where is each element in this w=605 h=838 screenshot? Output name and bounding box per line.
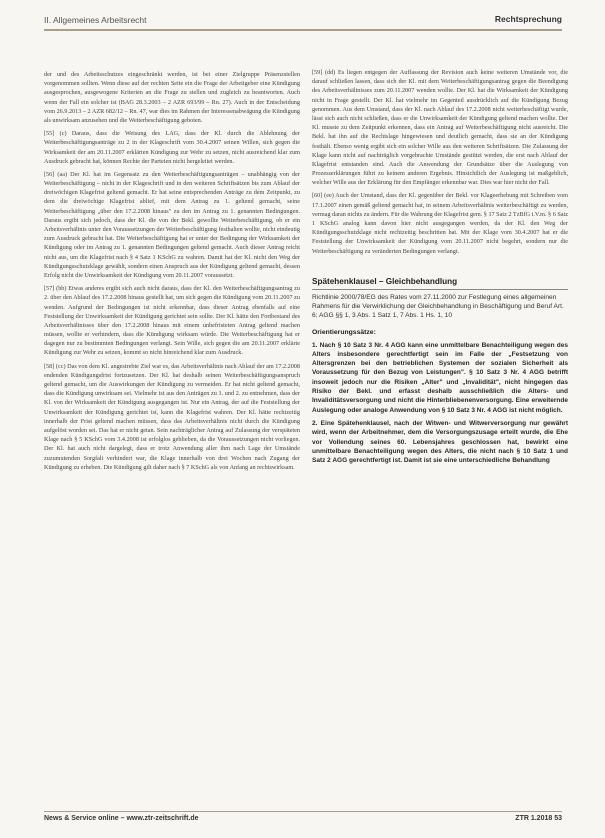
header-category: Rechtsprechung	[494, 14, 562, 24]
footer-rule	[44, 811, 562, 812]
page-header	[44, 12, 562, 30]
section-abstract: Richtlinie 2000/78/EG des Rates vom 27.11.2000 zur Festlegung eines allgemeinen Rahmens für die Verwirklichung der Gleichbehandlung in Beschäftigung und Beruf Art. 6; AGG §§ 1, 3 Abs. 1 Satz 1, 7 Abs. 1 Hs. 1, 10	[312, 293, 564, 320]
left-column	[44, 70, 300, 476]
paragraph: [57] (bb) Etwas anderes ergibt sich auch nicht daraus, dass der Kl. den Weiterbeschäftigungsantrag zu 2. über den Ablauf des 17.2.2008 hinaus gestellt hat, um sich gegen die Kündigung vom 20.11.2007 zu wenden. Aufgrund der Bedingungen ist nicht erkennbar, dass dieser Antrag ebenfalls auf eine Feststellung der Unwirksamkeit der Kündigung gerichtet sein sollte. Der Kl. hätte den Fortbestand des Arbeitsverhältnisses über den 17.2.2008 hinaus mit einem unbefristeten Antrag geltend machen müssen, wollte er verhindern, dass die Kündigung wirksam würde. Die Weiterbeschäftigung hat er dagegen nur zu bestimmten Bedingungen verlangt. Sein Wille, sich gegen die am 20.11.2007 erklärte Kündigung zur Wehr zu setzen, kommt so nicht hinreichend klar zum Ausdruck.	[44, 285, 300, 357]
header-section: II. Allgemeines Arbeitsrecht	[44, 15, 147, 25]
paragraph: [58] (cc) Das von dem Kl. angestrebte Ziel war es, das Arbeitsverhältnis nach Ablauf der am 17.2.2008 endenden Kündigungsfrist fortzusetzen. Der Kl. hat deshalb seinen Weiterbeschäftigungsanspruch geltend gemacht, um die Auswirkungen der Kündigung zu vermeiden. Er hat nicht geltend gemacht, dass die Kündigung unwirksam sei. Vielmehr ist aus den Anträgen zu 1. und 2. zu entnehmen, dass der Kl. von der Wirksamkeit der Kündigung ausgegangen ist. Nur ein Antrag, der auf die Feststellung der Unwirksamkeit der Kündigung gerichtet ist, kann die Klagefrist wahren. Der Kl. hätte rechtzeitig innerhalb der Frist geltend machen müssen, dass das Arbeitsverhältnis nicht durch die Kündigung aufgelöst worden sei. Das hat er nicht getan. Sein nachträglicher Antrag auf Zulassung der verspäteten Klage nach § 5 KSchG vom 3.4.2008 ist erfolglos geblieben, da die Voraussetzungen nicht vorliegen. Der Kl. hat auch nicht dargelegt, dass er trotz Anwendung aller ihm nach Lage der Umstände zuzumutenden Sorgfalt verhindert war, die Klage innerhalb von drei Wochen nach Zugang der Kündigung zu erheben. Die Kündigung gilt daher nach § 7 KSchG als von Anfang an rechtswirksam.	[44, 362, 300, 471]
footer-issue-page: ZTR 1.2018 53	[515, 815, 562, 822]
footer-website: News & Service online – www.ztr-zeitschrift.de	[44, 815, 199, 822]
right-column	[312, 68, 568, 469]
paragraph: [59] (dd) Es liegen entgegen der Auffassung der Revision auch keine weiteren Umstände vor, die darauf schließen lassen, dass sich der Kl. mit dem Weiterbeschäftigungsantrag gegen die Beendigung des Arbeitsverhältnisses zum 20.11.2007 wenden wollte. Der Kl. hat die Wirksamkeit der Kündigung nicht in Frage gestellt. Der Kl. hat vielmehr im Gegenteil ausdrücklich auf die Kündigung Bezug genommen. Aus dem Umstand, dass der Kl. nach Ablauf des 17.2.2008 nicht weiterbeschäftigt wurde, lässt sich auch nicht schließen, dass er die Unwirksamkeit der Kündigung geltend machen wollte. Der Kl. musste zu dem Zeitpunkt erkennen, dass ein Antrag auf Weiterbeschäftigung nicht ausreicht. Die Bekl. hat ihn auf die Rechtslage hingewiesen und deutlich gemacht, dass sie an der Kündigung festhält. Ebenso wenig ergibt sich ein solcher Wille aus den weiteren Schriftsätzen. Die Zulassung der Klage kann nicht auf nachträglich vorgebrachte Umstände gestützt werden, die erst nach Ablauf der Klagefrist entstanden sind. Auch die Anwendung der Grundsätze über die Auslegung von Prozesserklärungen führt zu keinem anderen Ergebnis. Hinsichtlich der Auslegung ist maßgeblich, welcher Wille aus der Erklärung für den Empfänger erkennbar war. Dies war hier nicht der Fall.	[312, 69, 568, 187]
header-rule	[44, 29, 562, 31]
guide-sentence: 1. Nach § 10 Satz 3 Nr. 4 AGG kann eine unmittelbare Benachteiligung wegen des Alters insbesondere gerechtfertigt sein im Falle der „Festsetzung von Altersgrenzen bei den betrieblichen Systemen der sozialen Sicherheit als Voraussetzung für den Bezug von Leistungen". § 10 Satz 3 Nr. 4 AGG betrifft insoweit jedoch nur die Risiken „Alter" und „Invalidität", nicht hingegen das Risiko der Bekl. und erfasst deshalb ausschließlich die Alters- und Invaliditätsversorgung und nicht die Hinterbliebenenversorgung. Eine erweiternde Auslegung oder analoge Anwendung von § 10 Satz 3 Nr. 4 AGG ist nicht möglich.	[312, 341, 568, 414]
paragraph: [60] (ee) Auch der Umstand, dass der Kl. gegenüber der Bekl. vor Klageerhebung mit Schreiben vom 17.1.2007 einen gemäß geltend gemacht hat, in seinem Arbeitsverhältnis weiterbeschäftigt zu werden, vermag daran nichts zu ändern. Für die Wahrung der Klagefrist gem. § 17 Satz 2 TzBfG i.V.m. § 6 Satz 1 KSchG analog kann davon hier nicht ausgegangen werden, da der Kl. den Weg der Kündigungsschutzklage nicht rechtzeitig beschritten hat. Mit der Klage vom 30.4.2007 hat er die Feststellung der Unwirksamkeit der Kündigung vom 20.11.2007 nicht begehrt, sondern nur die Weiterbeschäftigung zu veränderten Bedingungen verlangt.	[312, 192, 568, 255]
guide-sentence: 2. Eine Spätehenklausel, nach der Witwen- und Witwerversorgung nur gewährt wird, wenn der Arbeitnehmer, dem die Versorgungszusage erteilt wurde, die Ehe vor Vollendung seines 60. Lebensjahres geschlossen hat, bewirkt eine unmittelbare Benachteiligung wegen des Alters, die nicht nach § 10 Satz 1 und Satz 2 AGG gerechtfertigt ist. Damit ist sie eine unterschiedliche Behandlung	[312, 419, 568, 465]
paragraph: [56] (aa) Der Kl. hat im Gegensatz zu den Weiterbeschäftigungsanträgen – unabhängig von der Weiterbeschäftigung – nicht in der Klageschrift und in den weiteren Schriftsätzen bis zum Ablauf der dreiwöchigen Klagefrist geltend gemacht. Er hat seine entsprechenden Anträge zu dem Zeitpunkt, zu dem die dreiwöchige Klagefrist ablief, mit dem Antrag zu 1. geltend gemacht, seine Weiterbeschäftigung „über den 17.2.2008 hinaus" zu den im Antrag zu 1. genannten Bedingungen. Daraus ergibt sich jedoch, dass der Kl. die von der Bekl. gewollte Weiterbeschäftigung, ob er ein Arbeitsverhältnis unter den Voraussetzungen der Weiterbeschäftigung festhalten wollte, nicht eindeutig zum Ausdruck gebracht hat. Die Weiterbeschäftigung hat er unter der Bedingung der Wirksamkeit der Kündigung oder im Antrag zu 1. genannten Bedingungen geltend gemacht. Auch dieser Antrag reicht nicht aus, um die Klagefrist nach § 4 Satz 1 KSchG zu wahren. Damit hat der Kl. nicht den Weg der Kündigungsschutzklage gewählt, sondern einen Anspruch aus der Kündigung geltend gemacht, dessen Erfolg nicht die Unwirksamkeit der Kündigung vom 20.11.2007 voraussetzt.	[44, 170, 300, 279]
page-footer	[44, 811, 562, 827]
paragraph: [55] (c) Daraus, dass die Weisung des LAG, dass der Kl. durch die Ablehnung der Weiterbeschäftigungsanträge zu 2 in der Klageschrift vom 30.4.2007 seinen Willen, sich gegen die Wirksamkeit der am 20.11.2007 erklärten Kündigung zur Wehr zu setzen, nicht ausreichend klar zum Ausdruck gebracht hat, können Rechte der Parteien nicht hergeleitet werden.	[44, 130, 300, 165]
section-rule	[312, 289, 568, 290]
section-title: Spätehenklausel – Gleichbehandlung	[312, 276, 458, 286]
spacer	[312, 260, 568, 270]
guide-heading: Orientierungssätze:	[312, 329, 376, 337]
paragraph: der und des Arbeitsschutzes eingeschränkt werden, ist bei einer Zielgruppe Präsenzstellen vorgenommen sollten. Wenn diese auf der rechten Seite ein die Frage der Arbeitgeber eine Kündigung ausgesprochen, ausgewogene Kriterien an die Frage zu stellen und zugleich zu beantworten. Auch wenn der Fall ein solcher ist (BAG 28.3.2003 – 2 AZR 693/99 – Rn. 27). Auch in der Entscheidung vom 26.9.2013 – 2 AZR 682/12 – Rn. 47, war dies im Rahmen der Interessenabwägung die Kündigung als unwirksam anzusehen und die Weiterbeschäftigung geboten.	[44, 71, 300, 124]
